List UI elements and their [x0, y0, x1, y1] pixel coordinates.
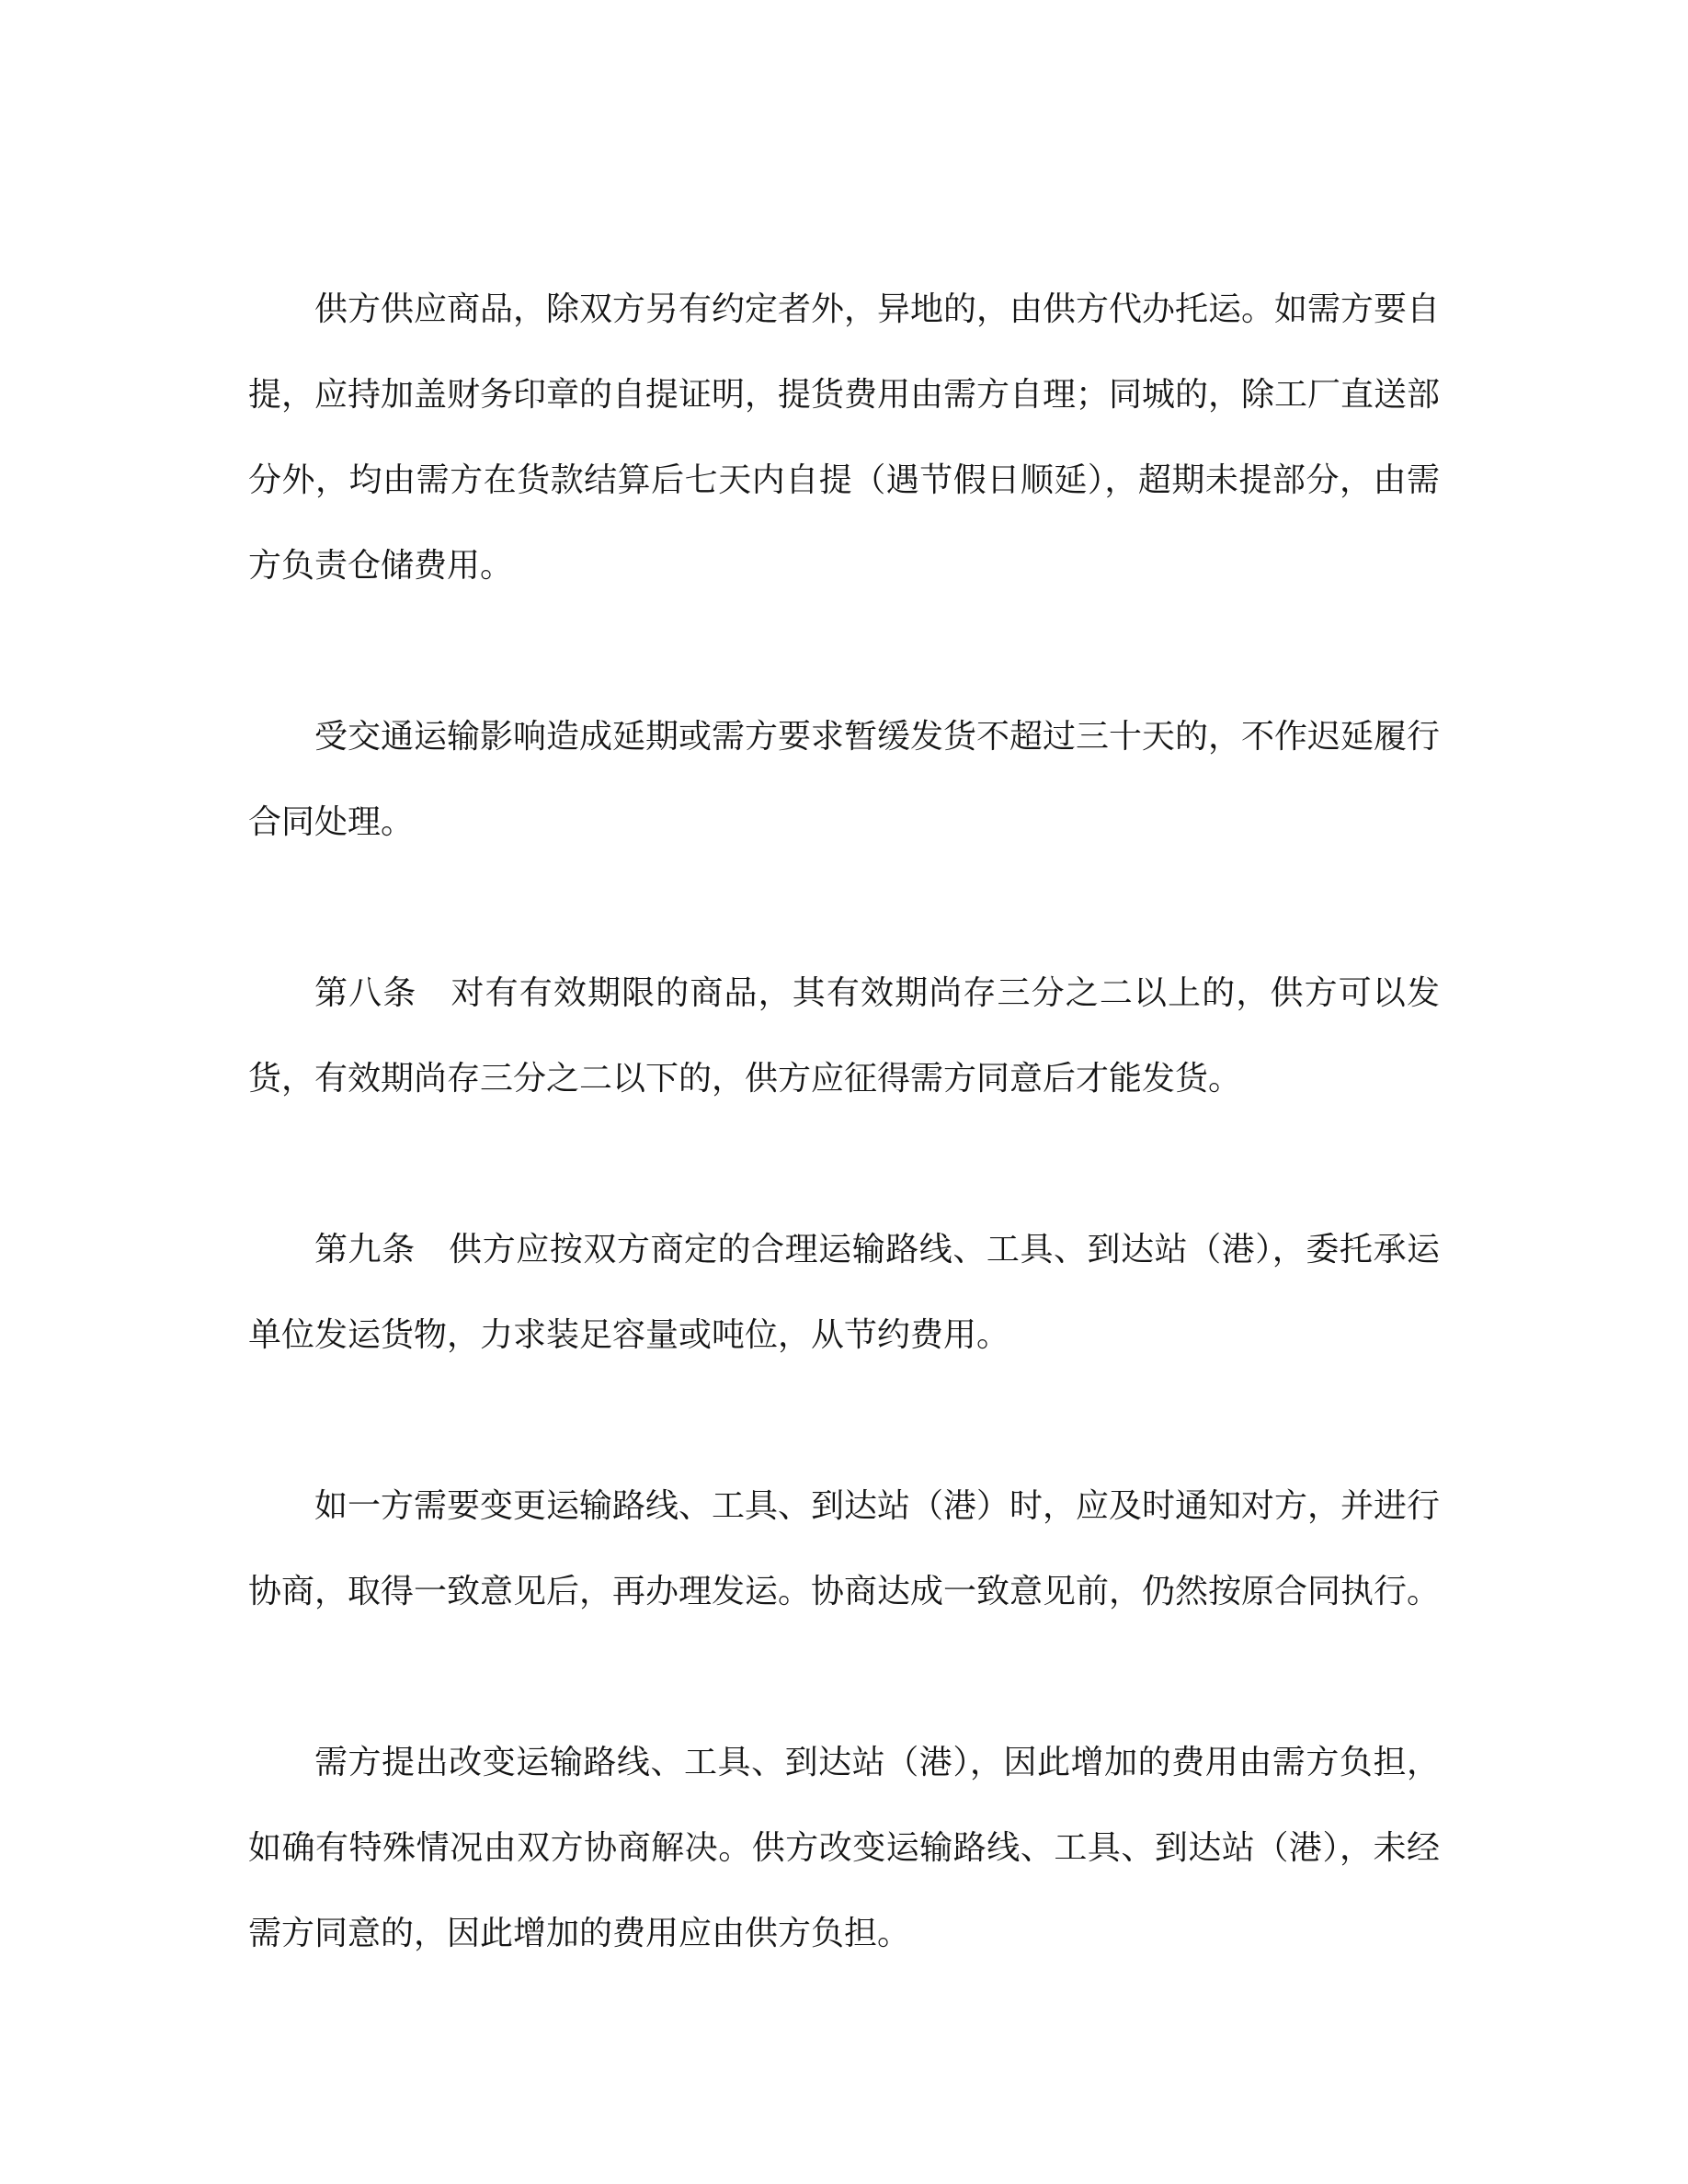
paragraph-route-change-costs: 需方提出改变运输路线、工具、到达站（港），因此增加的费用由需方负担，如确有特殊情况由双方协商解决。供方改变运输路线、工具、到达站（港），未经需方同意的，因此增加的费用应由供方负担。	[248, 1744, 1440, 1951]
paragraph-route-change-notice: 如一方需要变更运输路线、工具、到达站（港）时，应及时通知对方，并进行协商，取得一致意见后，再办理发运。协商达成一致意见前，仍然按原合同执行。	[248, 1487, 1441, 1610]
document-body-text	[248, 267, 1440, 1976]
paragraph-delivery-terms: 供方供应商品，除双方另有约定者外，异地的，由供方代办托运。如需方要自提，应持加盖财务印章的自提证明，提货费用由需方自理；同城的，除工厂直送部分外，均由需方在货款结算后七天内自提（遇节假日顺延），超期未提部分，由需方负责仓储费用。	[248, 290, 1441, 584]
paragraph-clause-8: 第八条 对有有效期限的商品，其有效期尚存三分之二以上的，供方可以发货，有效期尚存三分之二以下的，供方应征得需方同意后才能发货。	[248, 974, 1440, 1097]
paragraph-transport-delay: 受交通运输影响造成延期或需方要求暂缓发货不超过三十天的，不作迟延履行合同处理。	[248, 718, 1441, 840]
paragraph-clause-9: 第九条 供方应按双方商定的合理运输路线、工具、到达站（港），委托承运单位发运货物，力求装足容量或吨位，从节约费用。	[248, 1231, 1440, 1353]
